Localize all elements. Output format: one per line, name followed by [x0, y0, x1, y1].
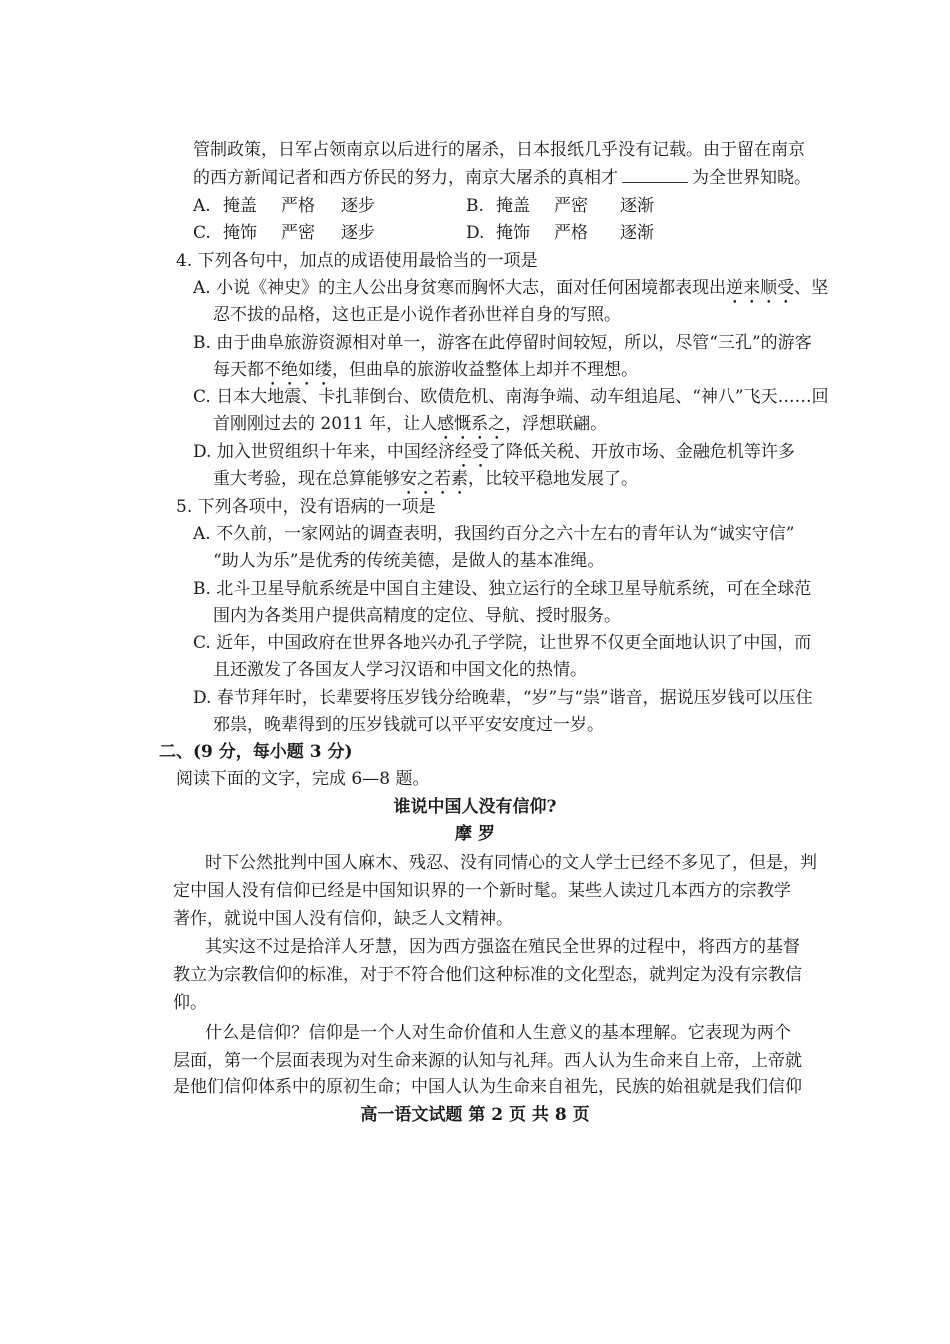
- article-paragraph-1-line-3: 著作，就说中国人没有信仰，缺乏人文精神。: [173, 909, 513, 929]
- text-run: 首刚刚过去的 2011 年，让人: [213, 414, 438, 434]
- text-run: 、坚: [794, 278, 829, 298]
- q4-option-c-line-1: C. 日本大地震、卡扎菲倒台、欧债危机、南海争端、动车组追尾、“神八”飞天……回: [193, 387, 829, 407]
- option-label: C.: [193, 223, 211, 243]
- q4-option-a-line-2: 忍不拔的品格，这也正是小说作者孙世祥自身的写照。: [213, 305, 621, 325]
- dotted-idiom: 安之若素: [400, 469, 468, 489]
- text-run: 了降低关税、开放市场、金融危机等许多: [488, 442, 795, 462]
- q3-option-c: [193, 220, 375, 246]
- answer-blank: [622, 168, 688, 183]
- article-author: 摩 罗: [455, 824, 495, 844]
- q5-option-c-line-2: 且还激发了各国友人学习汉语和中国文化的热情。: [213, 660, 587, 680]
- article-title: 谁说中国人没有信仰?: [393, 797, 557, 817]
- q3-option-a: [193, 193, 375, 219]
- dotted-idiom: 逆来顺受: [726, 278, 795, 298]
- option-label: B.: [466, 196, 484, 216]
- text-run: ，比较平稳地发展了。: [468, 469, 638, 489]
- option-word: 严密: [554, 196, 588, 216]
- page-footer: 高一语文试题 第 2 页 共 8 页: [360, 1105, 590, 1125]
- article-paragraph-2-line-3: 仰。: [173, 993, 207, 1013]
- q5-option-d-line-1: D. 春节拜年时，长辈要将压岁钱分给晚辈，“岁”与“祟”谐音，据说压岁钱可以压住: [193, 688, 813, 708]
- q3-text-line-1: 管制政策，日军占领南京以后进行的屠杀，日本报纸几乎没有记载。由于留在南京: [193, 140, 805, 160]
- text-run: ，浮想联翩。: [505, 414, 608, 434]
- q5-option-a-line-2: “助人为乐”是优秀的传统美德，是做人的基本准绳。: [213, 551, 605, 571]
- text-run: 每天都: [213, 360, 264, 380]
- option-word: 掩饰: [223, 223, 257, 243]
- option-word: 严密: [281, 223, 315, 243]
- article-paragraph-2-line-1: 其实这不过是拾洋人牙慧，因为西方强盗在殖民全世界的过程中，将西方的基督: [205, 937, 800, 957]
- q5-option-b-line-2: 围内为各类用户提供高精度的定位、导航、授时服务。: [213, 606, 621, 626]
- text-run: 重大考验，现在总算能够: [213, 469, 400, 489]
- text-run: ，但曲阜的旅游收益整体上却并不理想。: [332, 360, 638, 380]
- option-word: 逐步: [341, 196, 375, 216]
- option-word: 掩盖: [496, 196, 530, 216]
- option-word: 掩饰: [496, 223, 530, 243]
- q5-stem: 5. 下列各项中，没有语病的一项是: [176, 497, 436, 517]
- q3-option-b: [466, 193, 654, 219]
- article-paragraph-3-line-3: 是他们信仰体系中的原初生命；中国人认为生命来自祖先，民族的始祖就是我们信仰: [173, 1077, 802, 1097]
- option-word: 掩盖: [223, 196, 257, 216]
- option-word: 严格: [281, 196, 315, 216]
- article-paragraph-3-line-2: 层面，第一个层面表现为对生命来源的认知与礼拜。西人认为生命来自上帝，上帝就: [173, 1051, 802, 1071]
- q4-stem: 4. 下列各句中，加点的成语使用最恰当的一项是: [176, 251, 538, 271]
- option-word: 逐渐: [620, 223, 654, 243]
- q3-text-line-2: [193, 165, 811, 191]
- option-word: 严格: [554, 223, 588, 243]
- q5-option-d-line-2: 邪祟，晚辈得到的压岁钱就可以平平安安度过一岁。: [213, 715, 604, 735]
- q4-option-b-line-1: B. 由于曲阜旅游资源相对单一，游客在此停留时间较短，所以，尽管“三孔”的游客: [193, 333, 812, 353]
- reading-instruction: 阅读下面的文字，完成 6—8 题。: [176, 769, 430, 789]
- q5-option-b-line-1: B. 北斗卫星导航系统是中国自主建设、独立运行的全球卫星导航系统，可在全球范: [193, 579, 812, 599]
- dotted-idiom: 不绝如缕: [264, 360, 332, 380]
- article-paragraph-1-line-1: 时下公然批判中国人麻木、残忍、没有同情心的文人学士已经不多见了，但是，判: [205, 853, 817, 873]
- text-run: D. 加入世贸组织十年来，中国经济: [193, 442, 455, 462]
- dotted-word: 经受: [454, 442, 489, 462]
- option-word: 逐步: [341, 223, 375, 243]
- section-heading: 二、(9 分，每小题 3 分): [159, 742, 353, 762]
- article-paragraph-1-line-2: 定中国人没有信仰已经是中国知识界的一个新时髦。某些人读过几本西方的宗教学: [173, 881, 791, 901]
- article-paragraph-2-line-2: 教立为宗教信仰的标准，对于不符合他们这种标准的文化型态，就判定为没有宗教信: [173, 965, 802, 985]
- q5-option-a-line-1: A. 不久前，一家网站的调查表明，我国约百分之六十左右的青年认为“诚实守信”: [193, 524, 795, 544]
- option-label: A.: [193, 196, 211, 216]
- text-run: A. 小说《神史》的主人公出身贫寒而胸怀大志，面对任何困境都表现出: [193, 278, 727, 298]
- option-label: D.: [466, 223, 485, 243]
- option-word: 逐渐: [620, 196, 654, 216]
- article-paragraph-3-line-1: 什么是信仰？信仰是一个人对生命价值和人生意义的基本理解。它表现为两个: [205, 1023, 791, 1043]
- dotted-idiom: 感慨系之: [437, 414, 506, 434]
- q3-text-line-2-end: 为全世界知晓。: [692, 168, 811, 188]
- q3-option-d: [466, 220, 654, 246]
- q5-option-c-line-1: C. 近年，中国政府在世界各地兴办孔子学院，让世界不仅更全面地认识了中国，而: [193, 633, 812, 653]
- q3-text-line-2-start: 的西方新闻记者和西方侨民的努力，南京大屠杀的真相才: [193, 168, 618, 188]
